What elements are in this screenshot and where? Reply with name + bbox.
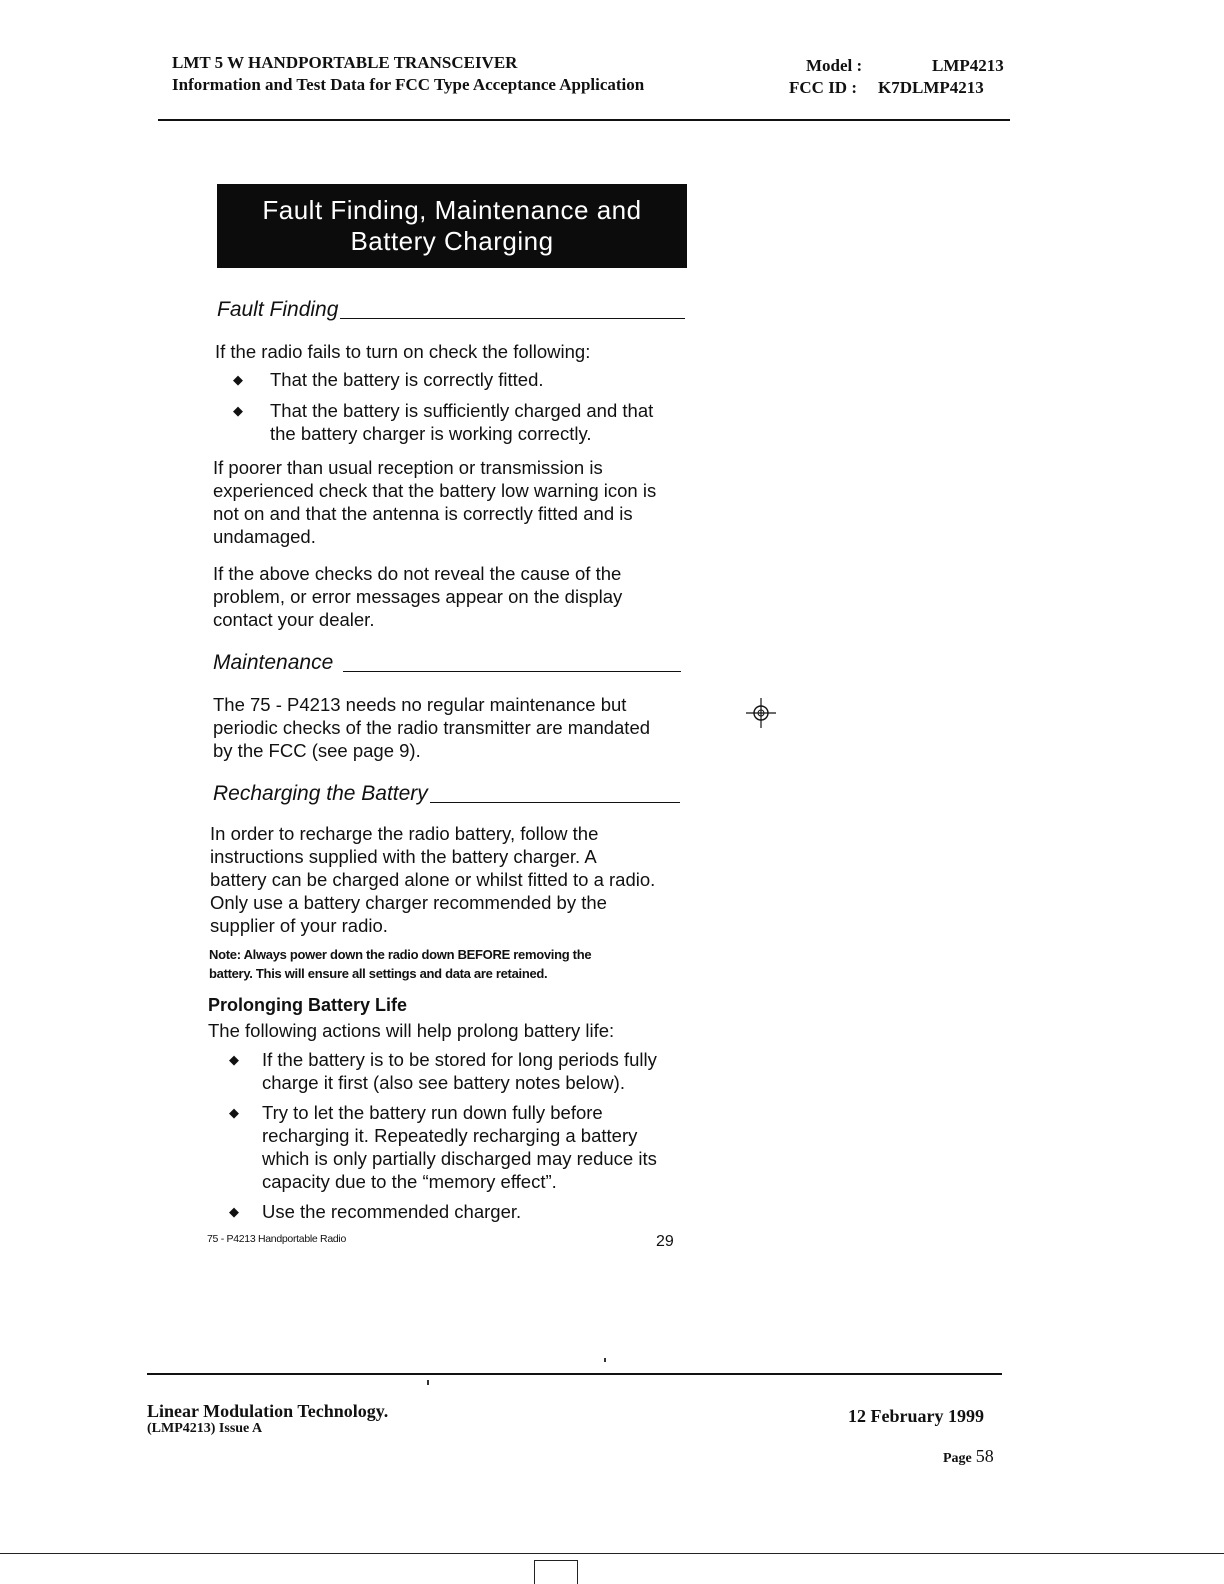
scan-edge-mark xyxy=(534,1560,535,1584)
banner-line-1: Fault Finding, Maintenance and xyxy=(262,195,642,225)
paragraph-line: periodic checks of the radio transmitter are mandated xyxy=(213,717,651,738)
fault-finding-intro xyxy=(215,340,590,363)
model-label: Model : xyxy=(806,56,863,75)
list-item xyxy=(229,1200,521,1223)
paragraph-line: contact your dealer. xyxy=(213,609,375,630)
list-item-line: which is only partially discharged may reduce its xyxy=(262,1148,657,1169)
fccid-value: K7DLMP4213 xyxy=(878,78,984,97)
issue-label: (LMP4213) Issue A xyxy=(147,1421,263,1436)
header-rule xyxy=(158,119,1010,121)
fault-finding-title: Fault Finding xyxy=(217,298,339,321)
list-item xyxy=(229,1048,657,1094)
document-title: LMT 5 W HANDPORTABLE TRANSCEIVER xyxy=(172,53,518,72)
list-item-line: Use the recommended charger. xyxy=(262,1201,522,1222)
manual-product-name: 75 - P4213 Handportable Radio xyxy=(207,1233,346,1245)
intro-line: If the radio fails to turn on check the following: xyxy=(215,341,591,362)
list-item-line: That the battery is sufficiently charged and that xyxy=(270,400,654,421)
heading-underline xyxy=(430,802,680,803)
prolonging-intro xyxy=(208,1019,614,1042)
scan-edge-line xyxy=(0,1553,1224,1554)
heading-underline xyxy=(340,318,685,319)
diamond-bullet-icon: ◆ xyxy=(229,1204,239,1219)
fccid-label: FCC ID : xyxy=(789,78,857,97)
paragraph-line: If poorer than usual reception or transmission is xyxy=(213,457,603,478)
chapter-banner xyxy=(217,184,687,268)
scan-mark xyxy=(427,1380,429,1385)
scan-mark xyxy=(604,1358,606,1362)
list-item-line: charge it first (also see battery notes below). xyxy=(262,1072,625,1093)
paragraph-line: supplier of your radio. xyxy=(210,915,388,936)
intro-line: The following actions will help prolong battery life: xyxy=(208,1020,615,1041)
list-item-line: That the battery is correctly fitted. xyxy=(270,369,544,390)
fault-finding-paragraph-3 xyxy=(213,562,622,631)
banner-line-2: Battery Charging xyxy=(350,226,554,256)
paragraph-line: by the FCC (see page 9). xyxy=(213,740,421,761)
recharging-paragraph xyxy=(210,822,655,937)
scan-edge-mark xyxy=(577,1560,578,1584)
battery-note xyxy=(209,945,591,983)
company-name: Linear Modulation Technology. xyxy=(147,1401,389,1421)
list-item-line: Try to let the battery run down fully before xyxy=(262,1102,603,1123)
scan-edge-mark xyxy=(534,1560,578,1561)
note-label: Note: xyxy=(209,947,241,962)
paragraph-line: problem, or error messages appear on the display xyxy=(213,586,623,607)
page-label: Page xyxy=(943,1451,972,1466)
model-value: LMP4213 xyxy=(932,56,1004,75)
maintenance-paragraph xyxy=(213,693,650,762)
paragraph-line: Only use a battery charger recommended by the xyxy=(210,892,607,913)
paragraph-line: In order to recharge the radio battery, follow the xyxy=(210,823,599,844)
paragraph-line: not on and that the antenna is correctly fitted and is xyxy=(213,503,633,524)
paragraph-line: The 75 - P4213 needs no regular maintenance but xyxy=(213,694,627,715)
list-item-line: the battery charger is working correctly. xyxy=(270,423,592,444)
paragraph-line: If the above checks do not reveal the cause of the xyxy=(213,563,622,584)
document-subtitle: Information and Test Data for FCC Type Acceptance Application xyxy=(172,75,645,94)
list-item-line: capacity due to the “memory effect”. xyxy=(262,1171,557,1192)
heading-underline xyxy=(343,671,681,672)
diamond-bullet-icon: ◆ xyxy=(229,1105,239,1120)
list-item xyxy=(233,399,653,445)
maintenance-heading xyxy=(213,651,681,675)
paragraph-line: experienced check that the battery low warning icon is xyxy=(213,480,657,501)
document-date: 12 February 1999 xyxy=(848,1406,984,1426)
crosshair-icon xyxy=(745,697,777,729)
list-item xyxy=(233,368,544,391)
note-text: Always power down the radio down BEFORE removing the xyxy=(243,947,592,962)
list-item-line: If the battery is to be stored for long periods fully xyxy=(262,1049,657,1070)
footer-rule xyxy=(147,1373,1002,1375)
manual-page-number: 29 xyxy=(656,1233,674,1250)
page-indicator xyxy=(943,1446,994,1467)
diamond-bullet-icon: ◆ xyxy=(229,1052,239,1067)
fault-finding-heading xyxy=(217,298,685,322)
paragraph-line: battery can be charged alone or whilst fitted to a radio. xyxy=(210,869,656,890)
recharging-heading xyxy=(213,782,680,806)
note-text: battery. This will ensure all settings and data are retained. xyxy=(209,966,548,981)
list-item xyxy=(229,1101,657,1193)
paragraph-line: instructions supplied with the battery charger. A xyxy=(210,846,597,867)
recharging-title: Recharging the Battery xyxy=(213,782,428,805)
maintenance-title: Maintenance xyxy=(213,651,334,674)
diamond-bullet-icon: ◆ xyxy=(233,372,243,387)
paragraph-line: undamaged. xyxy=(213,526,316,547)
list-item-line: recharging it. Repeatedly recharging a battery xyxy=(262,1125,638,1146)
diamond-bullet-icon: ◆ xyxy=(233,403,243,418)
page-number: 58 xyxy=(975,1446,994,1466)
fault-finding-paragraph-2 xyxy=(213,456,656,548)
prolonging-heading: Prolonging Battery Life xyxy=(208,995,408,1015)
